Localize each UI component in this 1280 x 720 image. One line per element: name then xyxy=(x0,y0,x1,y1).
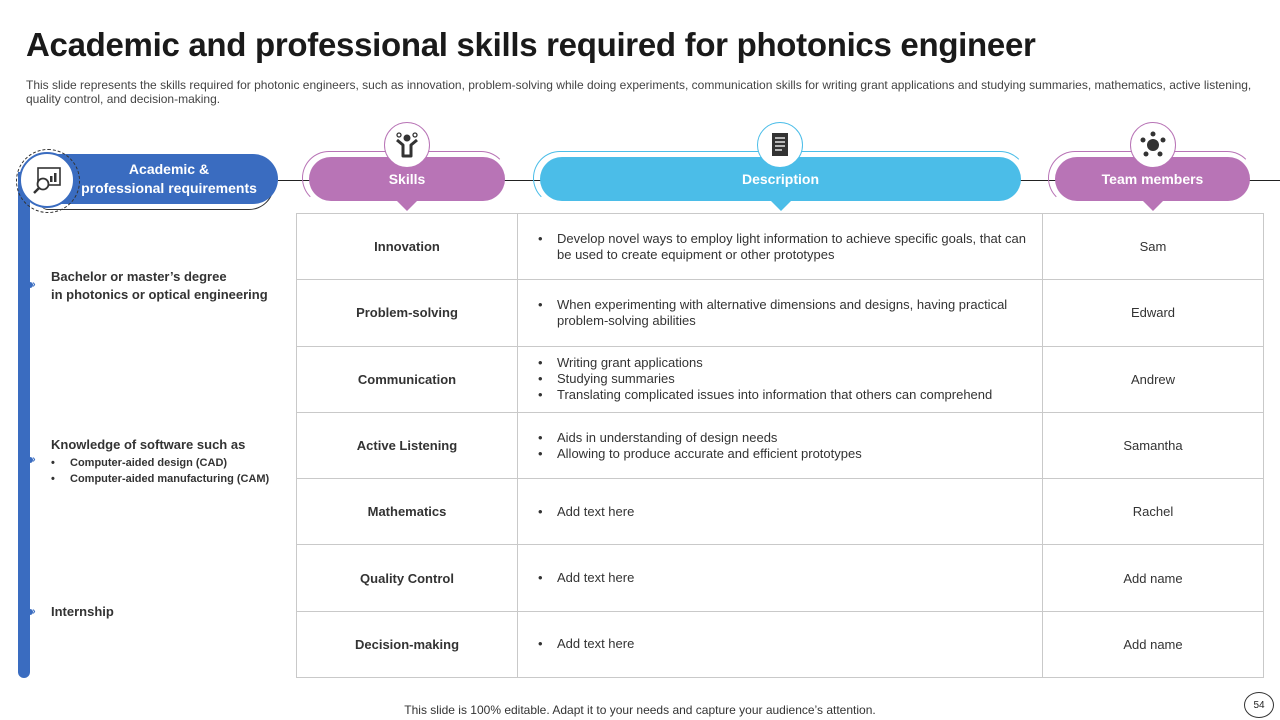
description-bullet: • Add text here xyxy=(538,636,1026,652)
skill-cell: Quality Control xyxy=(297,545,518,611)
description-cell xyxy=(518,545,1043,611)
left-vertical-bar xyxy=(18,172,30,678)
table-row xyxy=(297,479,1264,545)
software-item: • Computer-aided design (CAD) xyxy=(51,455,269,471)
team-member-cell: Samantha xyxy=(1043,412,1264,478)
skill-cell: Communication xyxy=(297,346,518,412)
skill-cell: Decision-making xyxy=(297,611,518,677)
software-item: • Computer-aided manufacturing (CAM) xyxy=(51,471,269,487)
requirement-software-line1: Knowledge of software such as xyxy=(51,437,246,452)
description-cell xyxy=(518,611,1043,677)
description-header-pointer xyxy=(770,200,792,211)
description-bullet: • Add text here xyxy=(538,504,1026,520)
table-row xyxy=(297,545,1264,611)
description-cell xyxy=(518,412,1043,478)
description-bullet: • Studying summaries xyxy=(538,371,1026,387)
team-header-label: Team members xyxy=(1101,171,1204,187)
description-bullet: • Writing grant applications xyxy=(538,355,1026,371)
requirement-software xyxy=(51,436,269,487)
team-member-cell: Add name xyxy=(1043,545,1264,611)
description-header-label: Description xyxy=(741,171,819,187)
chevron-right-icon: » xyxy=(30,279,36,290)
description-cell xyxy=(518,346,1043,412)
requirement-internship xyxy=(51,603,114,621)
skills-header-label: Skills xyxy=(388,171,426,187)
slide-footer: This slide is 100% editable. Adapt it to your needs and capture your audience’s attention. xyxy=(404,703,876,717)
description-bullet: • Develop novel ways to employ light information to achieve specific goals, that can be used to create equipment or other prototypes xyxy=(538,231,1026,263)
description-cell xyxy=(518,214,1043,280)
description-bullet: • Translating complicated issues into information that others can comprehend xyxy=(538,387,1026,403)
requirement-degree-line1: Bachelor or master’s degree xyxy=(51,269,227,284)
requirement-degree xyxy=(51,268,268,304)
left-header-line2: professional requirements xyxy=(81,180,257,196)
team-member-cell: Sam xyxy=(1043,214,1264,280)
team-network-icon xyxy=(1130,122,1176,168)
document-icon xyxy=(757,122,803,168)
skill-cell: Mathematics xyxy=(297,479,518,545)
team-member-cell: Edward xyxy=(1043,280,1264,346)
achievement-person-icon xyxy=(384,122,430,168)
left-header-line1: Academic & xyxy=(128,161,210,177)
research-analytics-icon xyxy=(19,152,75,208)
skills-header-pointer xyxy=(396,200,418,211)
requirement-internship-line1: Internship xyxy=(51,604,114,619)
requirement-degree-line2: in photonics or optical engineering xyxy=(51,287,268,302)
table-row xyxy=(297,346,1264,412)
description-bullet: • Add text here xyxy=(538,570,1026,586)
description-cell xyxy=(518,280,1043,346)
slide-title: Academic and professional skills required for photonics engineer xyxy=(26,26,1036,63)
team-header-pointer xyxy=(1142,200,1164,211)
chevron-right-icon: » xyxy=(30,606,36,617)
table-row xyxy=(297,412,1264,478)
skill-cell: Active Listening xyxy=(297,412,518,478)
description-bullet: • Allowing to produce accurate and efficient prototypes xyxy=(538,446,1026,462)
team-member-cell: Andrew xyxy=(1043,346,1264,412)
description-bullet: • When experimenting with alternative dimensions and designs, having practical problem-solving abilities xyxy=(538,297,1026,329)
slide-subtitle: This slide represents the skills required for photonic engineers, such as innovation, problem-solving while doing experiments, communication skills for writing grant applications and studying summaries, mathematics, active listening, quality control, and decision-making. xyxy=(26,78,1252,106)
skill-cell: Problem-solving xyxy=(297,280,518,346)
chevron-right-icon: » xyxy=(30,454,36,465)
table-row xyxy=(297,280,1264,346)
page-number: 54 xyxy=(1244,692,1274,718)
description-cell xyxy=(518,479,1043,545)
skill-cell: Innovation xyxy=(297,214,518,280)
table-row xyxy=(297,611,1264,677)
description-bullet: • Aids in understanding of design needs xyxy=(538,430,1026,446)
skills-table xyxy=(296,213,1264,678)
table-row xyxy=(297,214,1264,280)
team-member-cell: Add name xyxy=(1043,611,1264,677)
team-member-cell: Rachel xyxy=(1043,479,1264,545)
